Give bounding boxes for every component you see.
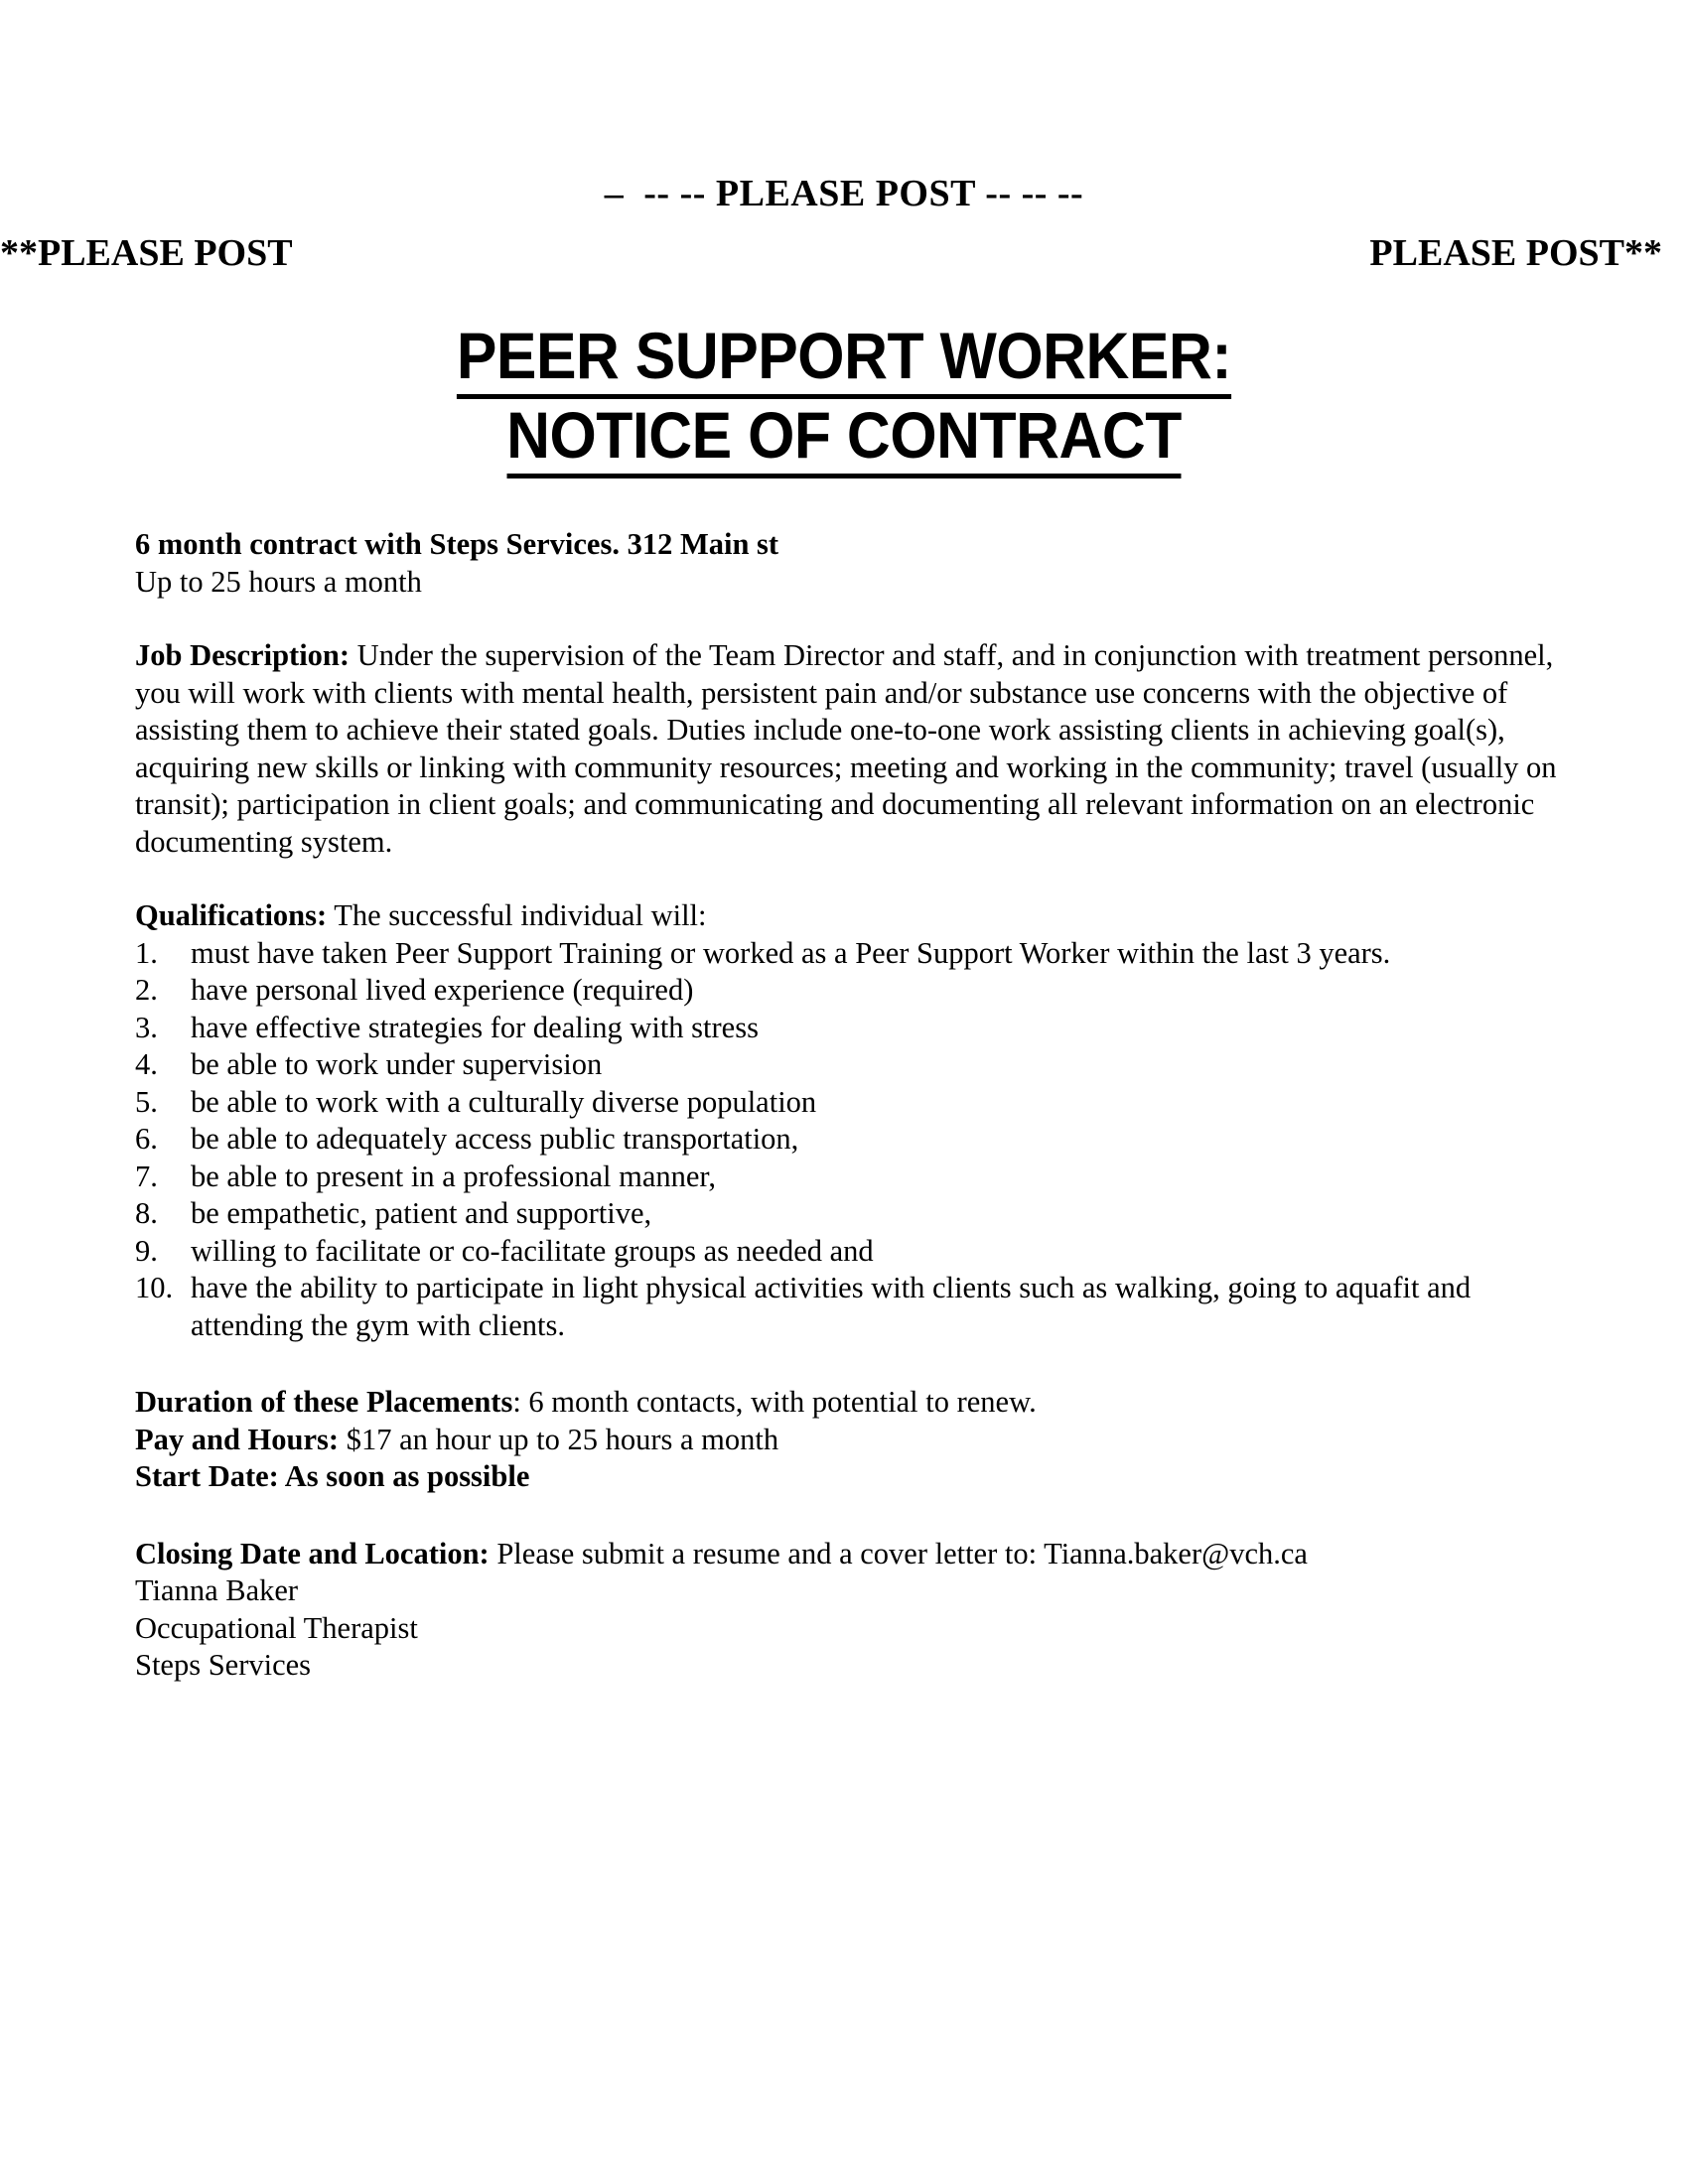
list-item <box>135 1084 1577 1122</box>
spacer <box>135 861 1577 897</box>
list-item-text: be empathetic, patient and supportive, <box>191 1196 652 1230</box>
list-marker: 3. <box>135 1010 158 1044</box>
title-line-1-text: PEER SUPPORT WORKER: <box>457 320 1231 399</box>
list-item <box>135 1270 1577 1344</box>
list-marker: 9. <box>135 1233 158 1268</box>
job-description-label: Job Description: <box>135 638 351 672</box>
list-item-text: be able to work with a culturally diverse population <box>191 1084 817 1119</box>
spacer <box>135 1344 1577 1384</box>
list-item-text: be able to work under supervision <box>191 1047 603 1081</box>
qualifications-heading <box>135 897 1577 935</box>
list-marker: 1. <box>135 935 158 970</box>
closing-label: Closing Date and Location: <box>135 1536 490 1570</box>
duration-label: Duration of these Placements <box>135 1385 513 1419</box>
closing-line <box>135 1536 1577 1573</box>
list-marker: 4. <box>135 1047 158 1081</box>
job-description-paragraph <box>135 637 1577 861</box>
page-title <box>0 320 1688 478</box>
list-item <box>135 1046 1577 1084</box>
job-description-text: Under the supervision of the Team Director and staff, and in conjunction with treatment personnel, you will work with clients with mental health, persistent pain and/or substance use concerns with the objective of assisting them to achieve their stated goals. Duties include one-to-one work assisting clients in achieving goal(s), acquiring new skills or linking with community resources; meeting and working in the community; travel (usually on transit); participation in client goals; and communicating and documenting all relevant information on an electronic documenting system. <box>135 638 1557 859</box>
list-marker: 10. <box>135 1271 174 1304</box>
qualifications-label: Qualifications: <box>135 898 328 932</box>
title-line-1 <box>68 320 1620 399</box>
hours-summary-line: Up to 25 hours a month <box>135 564 422 599</box>
list-item-text: have effective strategies for dealing with stress <box>191 1010 759 1044</box>
list-marker: 6. <box>135 1122 158 1156</box>
duration-line <box>135 1384 1577 1422</box>
please-post-center-banner: – -- -- PLEASE POST -- -- -- <box>604 173 1084 214</box>
spacer <box>135 601 1577 637</box>
title-line-2-text: NOTICE OF CONTRACT <box>506 399 1182 478</box>
list-marker: 8. <box>135 1196 158 1230</box>
pay-line <box>135 1422 1577 1459</box>
list-item-text: have personal lived experience (required) <box>191 973 694 1007</box>
list-item <box>135 935 1577 973</box>
please-post-left: **PLEASE POST <box>0 232 293 274</box>
pay-value: $17 an hour up to 25 hours a month <box>339 1422 779 1456</box>
list-item <box>135 1159 1577 1196</box>
list-item-text: be able to present in a professional manner, <box>191 1159 716 1193</box>
contact-name: Tianna Baker <box>135 1573 299 1607</box>
contact-role: Occupational Therapist <box>135 1610 418 1645</box>
qualifications-intro: The successful individual will: <box>327 898 707 932</box>
duration-value: : 6 month contacts, with potential to renew. <box>512 1385 1037 1419</box>
please-post-row <box>0 234 1688 272</box>
closing-text: Please submit a resume and a cover letter to: Tianna.baker@vch.ca <box>489 1536 1308 1570</box>
list-item <box>135 1195 1577 1233</box>
list-item <box>135 1010 1577 1047</box>
please-post-right: PLEASE POST** <box>1369 232 1662 274</box>
list-item <box>135 1233 1577 1271</box>
qualifications-list <box>135 935 1577 1345</box>
list-item <box>135 1121 1577 1159</box>
spacer <box>135 1496 1577 1536</box>
title-line-2 <box>68 399 1620 478</box>
start-date-line: Start Date: As soon as possible <box>135 1459 530 1493</box>
pay-label: Pay and Hours: <box>135 1422 340 1456</box>
list-item-text: have the ability to participate in light physical activities with clients such as walking, going to aquafit and attending the gym with clients. <box>191 1271 1472 1342</box>
list-item-text: be able to adequately access public transportation, <box>191 1122 799 1156</box>
list-marker: 2. <box>135 973 158 1007</box>
list-item-text: must have taken Peer Support Training or worked as a Peer Support Worker within the last 3 years. <box>191 935 1391 970</box>
list-marker: 5. <box>135 1084 158 1119</box>
list-item-text: willing to facilitate or co-facilitate groups as needed and <box>191 1233 874 1268</box>
contract-summary-line: 6 month contract with Steps Services. 312 Main st <box>135 527 779 561</box>
list-item <box>135 972 1577 1010</box>
contact-org: Steps Services <box>135 1648 312 1682</box>
list-marker: 7. <box>135 1159 158 1193</box>
